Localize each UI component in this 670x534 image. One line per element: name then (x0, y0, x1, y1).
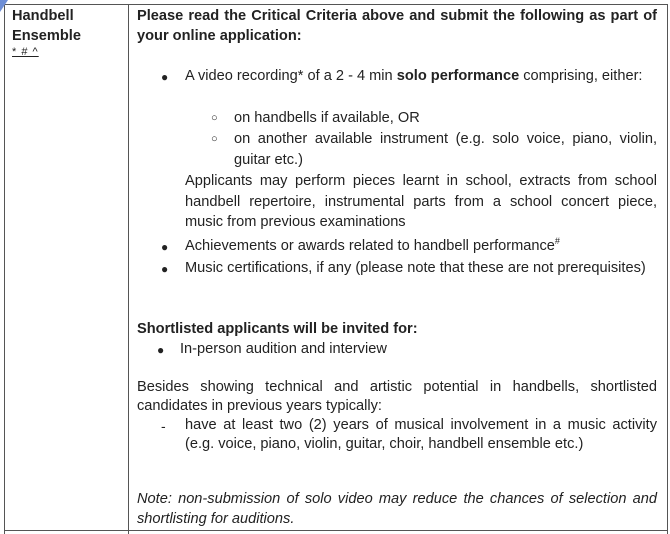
video-requirement: A video recording* of a 2 - 4 min solo performance comprising, either: (185, 68, 643, 84)
video-note: Applicants may perform pieces learnt in school, extracts from school handbell repertoire, instrumental parts from a school concert piece, music from previous examinations (185, 173, 657, 231)
table-border-top (4, 4, 668, 5)
besides-text: Besides showing technical and artistic potential in handbells, shortlisted candidates in previous years typically: (137, 379, 657, 414)
circle-bullet-icon: ○ (211, 112, 218, 124)
category-marks: * # ^ (12, 46, 39, 58)
table-border-bottom (4, 530, 668, 531)
solo-video-note: Note: non-submission of solo video may reduce the chances of selection and shortlisting for auditions. (137, 491, 657, 527)
category-title: Handbell Ensemble (12, 8, 81, 44)
category-cell (12, 7, 122, 59)
table-border-left (4, 4, 5, 534)
bullet-icon: ● (161, 70, 169, 84)
achievements-requirement: Achievements or awards related to handbell performance# (185, 236, 560, 254)
besides-item: have at least two (2) years of musical involvement in a music activity (e.g. voice, piano, violin, guitar, choir, handbell ensemble etc.) (185, 417, 657, 452)
bullet-icon: ● (161, 262, 169, 276)
circle-bullet-icon: ○ (211, 133, 218, 145)
certifications-requirement: Music certifications, if any (please note that these are not prerequisites) (185, 260, 646, 276)
table-border-right (667, 4, 668, 534)
video-option: on handbells if available, OR (234, 110, 420, 126)
cell-selection-marker (0, 0, 8, 12)
dash-bullet-icon: - (161, 418, 166, 434)
bullet-icon: ● (157, 343, 165, 357)
shortlist-item: In-person audition and interview (180, 341, 387, 357)
bullet-icon: ● (161, 240, 169, 254)
video-option: on another available instrument (e.g. solo voice, piano, violin, guitar etc.) (234, 131, 657, 168)
intro-text: Please read the Critical Criteria above and submit the following as part of your online application: (137, 8, 657, 44)
requirements-cell (137, 7, 657, 527)
shortlist-heading: Shortlisted applicants will be invited for: (137, 321, 418, 337)
table-column-divider (128, 4, 129, 534)
